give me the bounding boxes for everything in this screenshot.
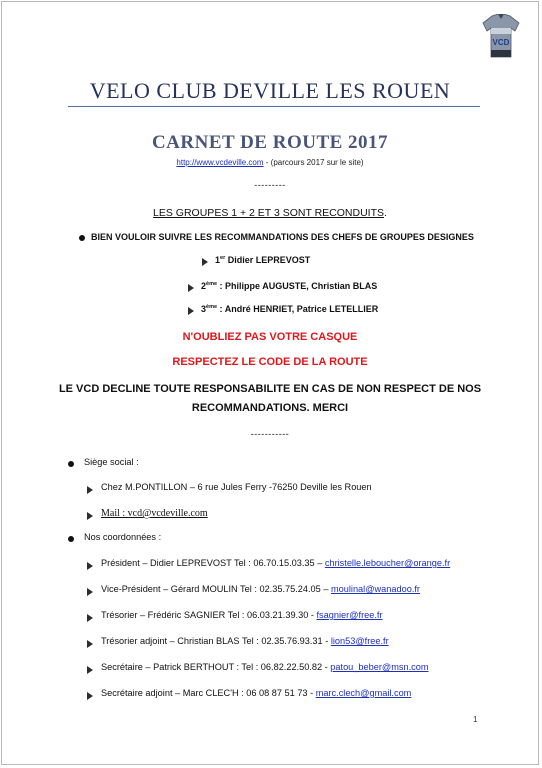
group-leader-name: : André HENRIET, Patrice LETELLIER xyxy=(217,304,379,314)
page-number: 1 xyxy=(473,715,478,724)
arrow-bullet-icon xyxy=(87,512,93,520)
group-leader-2 xyxy=(201,281,377,291)
siege-label: Siège social : xyxy=(84,457,139,467)
groups-headline-dot: . xyxy=(384,207,387,219)
club-title: VELO CLUB DEVILLE LES ROUEN xyxy=(89,78,451,103)
road-code-warning: RESPECTEZ LE CODE DE LA ROUTE xyxy=(172,356,368,368)
contact-text: Trésorier adjoint – Christian BLAS Tel : 02.35.76.93.31 - xyxy=(101,636,331,646)
group-num: 1 xyxy=(215,255,221,265)
bullet-dot-icon xyxy=(68,461,74,467)
arrow-bullet-icon xyxy=(87,692,93,700)
siege-address: Chez M.PONTILLON – 6 rue Jules Ferry -76250 Deville les Rouen xyxy=(101,482,372,492)
carnet-title: CARNET DE ROUTE 2017 xyxy=(151,132,389,153)
arrow-bullet-icon xyxy=(87,614,93,622)
contact-email-link[interactable]: patou_beber@msn.com xyxy=(330,662,429,672)
contact-tresorier xyxy=(101,610,383,620)
disclaimer-line-1: LE VCD DECLINE TOUTE RESPONSABILITE EN CAS DE NON RESPECT DE NOS xyxy=(58,383,482,395)
contact-text: Trésorier – Frédéric SAGNIER Tel : 06.03.21.39.30 - xyxy=(101,610,317,620)
groups-headline-text: LES GROUPES 1 + 2 ET 3 SONT RECONDUITS xyxy=(153,207,385,219)
arrow-bullet-icon xyxy=(87,666,93,674)
arrow-bullet-icon xyxy=(87,562,93,570)
arrow-bullet-icon xyxy=(202,258,208,266)
title-divider xyxy=(68,106,480,107)
group-num: 2 xyxy=(201,281,207,291)
contact-email-link[interactable]: lion53@free.fr xyxy=(330,636,389,646)
arrow-bullet-icon xyxy=(87,486,93,494)
contact-text: Président – Didier LEPREVOST Tel : 06.70.15.03.35 – xyxy=(101,558,325,568)
contact-email-link[interactable]: marc.clech@gmail.com xyxy=(315,688,412,698)
contact-text: Secrétaire adjoint – Marc CLEC'H : 06 08 87 51 73 - xyxy=(101,688,316,698)
url-line xyxy=(2,158,538,167)
group-leader-name: : Philippe AUGUSTE, Christian BLAS xyxy=(217,281,378,291)
contact-email-link[interactable]: christelle.leboucher@orange.fr xyxy=(324,558,451,568)
contact-tresorier-adjoint xyxy=(101,636,389,646)
disclaimer xyxy=(2,380,538,418)
contact-email-link[interactable]: moulinal@wanadoo.fr xyxy=(330,584,420,594)
contact-text: Vice-Président – Gérard MOULIN Tel : 02.35.75.24.05 – xyxy=(101,584,331,594)
contact-president xyxy=(101,558,450,568)
contact-email-link[interactable]: fsagnier@free.fr xyxy=(316,610,383,620)
club-jersey-logo xyxy=(482,14,520,58)
separator-dashes-2: ----------- xyxy=(250,429,290,439)
bullet-dot-icon xyxy=(68,536,74,542)
group-num: 3 xyxy=(201,304,207,314)
jersey-logo-text: VCD xyxy=(492,38,510,47)
helmet-warning: N'OUBLIEZ PAS VOTRE CASQUE xyxy=(182,331,358,343)
bullet-dot-icon xyxy=(79,235,85,241)
contact-secretaire xyxy=(101,662,429,672)
contact-secretaire-adjoint xyxy=(101,688,411,698)
separator-dashes: --------- xyxy=(254,180,286,190)
groups-headline xyxy=(2,207,538,219)
group-leader-3 xyxy=(201,304,378,314)
group-sup: ème xyxy=(206,304,218,310)
contact-vice-president xyxy=(101,584,420,594)
contact-text: Secrétaire – Patrick BERTHOUT : Tel : 06.82.22.50.82 - xyxy=(101,662,331,672)
group-sup: er xyxy=(220,255,226,261)
arrow-bullet-icon xyxy=(87,588,93,596)
group-leader-name: Didier LEPREVOST xyxy=(225,255,311,265)
document-page xyxy=(1,1,539,765)
arrow-bullet-icon xyxy=(188,284,194,292)
arrow-bullet-icon xyxy=(87,640,93,648)
group-sup: ème xyxy=(206,281,218,287)
arrow-bullet-icon xyxy=(188,307,194,315)
group-leader-1 xyxy=(215,255,310,265)
club-mail-link[interactable]: Mail : vcd@vcdeville.com xyxy=(101,508,208,519)
coords-label: Nos coordonnées : xyxy=(84,532,162,542)
website-link[interactable]: http://www.vcdeville.com xyxy=(176,158,264,167)
url-note: - (parcours 2017 sur le site) xyxy=(263,158,364,167)
instruction-text: BIEN VOULOIR SUIVRE LES RECOMMANDATIONS DES CHEFS DE GROUPES DESIGNES xyxy=(91,232,474,242)
disclaimer-line-2: RECOMMANDATIONS. MERCI xyxy=(191,402,349,414)
